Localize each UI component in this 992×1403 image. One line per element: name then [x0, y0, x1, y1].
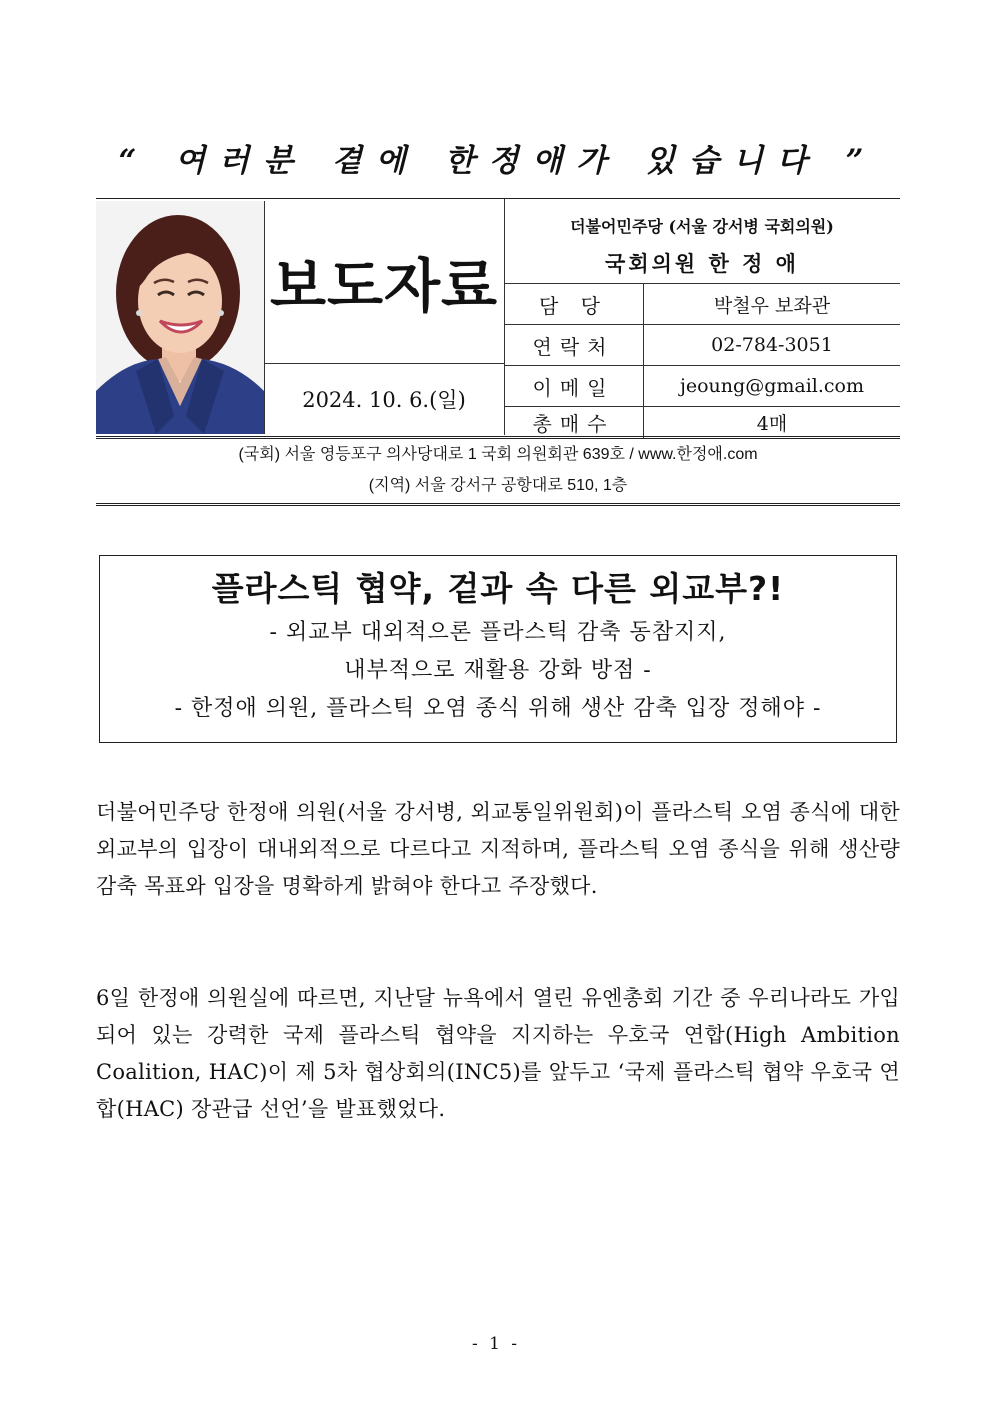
contact-row-manager [504, 284, 900, 325]
contact-label: 이메일 [504, 366, 644, 407]
contact-row-pages [504, 407, 900, 439]
contact-value: 4매 [644, 407, 901, 439]
headline-subtitle-1: - 외교부 대외적으론 플라스틱 감축 동참지지, [269, 620, 727, 645]
contact-email[interactable]: jeoung@gmail.com [644, 366, 901, 407]
body-paragraph-1: 더불어민주당 한정애 의원(서울 강서병, 외교통일위원회)이 플라스틱 오염 종식에 대한 외교부의 입장이 대내외적으로 다르다고 지적하며, 플라스틱 오염 종식을 위해 생산량 감축 목표와 입장을 명확하게 밝혀야 한다고 주장했다. [96, 800, 900, 898]
local-address: (지역) 서울 강서구 공항대로 510, 1층 [368, 477, 628, 494]
contact-value: 02-784-3051 [644, 325, 901, 366]
member-photo [96, 201, 265, 434]
headline-title: 플라스틱 협약, 겉과 속 다른 외교부?! [211, 569, 785, 608]
headline-subtitle-3: - 한정애 의원, 플라스틱 오염 종식 위해 생산 감축 입장 정해야 - [174, 696, 822, 721]
contact-row-email [504, 366, 900, 407]
headline-box [99, 555, 897, 743]
contact-label: 담 당 [504, 284, 644, 325]
headline-subtitle-2: 내부적으로 재활용 강화 방점 - [344, 658, 652, 683]
contact-label: 총매수 [504, 407, 644, 439]
party-affiliation: 더불어민주당 (서울 강서병 국회의원) [570, 216, 834, 236]
page-number: - 1 - [471, 1334, 521, 1354]
release-date: 2024. 10. 6.(일) [264, 363, 505, 435]
member-name: 국회의원 한 정 애 [605, 251, 799, 276]
press-release-title: 보도자료 [264, 199, 505, 364]
press-header [96, 198, 900, 434]
contact-value: 박철우 보좌관 [644, 284, 901, 325]
contact-table [504, 283, 900, 438]
contact-row-phone [504, 325, 900, 366]
body-paragraph-2: 6일 한정애 의원실에 따르면, 지난달 뉴욕에서 열린 유엔총회 기간 중 우리나라도 가입되어 있는 강력한 국제 플라스틱 협약을 지지하는 우호국 연합(High Ambition Coalition, HAC)이 제 5차 협상회의(INC5)를 앞두고 ‘국제 플라스틱 협약 우호국 연합(HAC) 장관급 선언’을 발표했었다. [96, 986, 900, 1121]
contact-label: 연락처 [504, 325, 644, 366]
portrait-image [96, 201, 264, 434]
national-address: (국회) 서울 영등포구 의사당대로 1 국회 의원회관 639호 / www.한정애.com [238, 446, 758, 463]
slogan: “ 여러분 곁에 한정애가 있습니다 ” [118, 142, 878, 179]
address-block [96, 436, 900, 506]
